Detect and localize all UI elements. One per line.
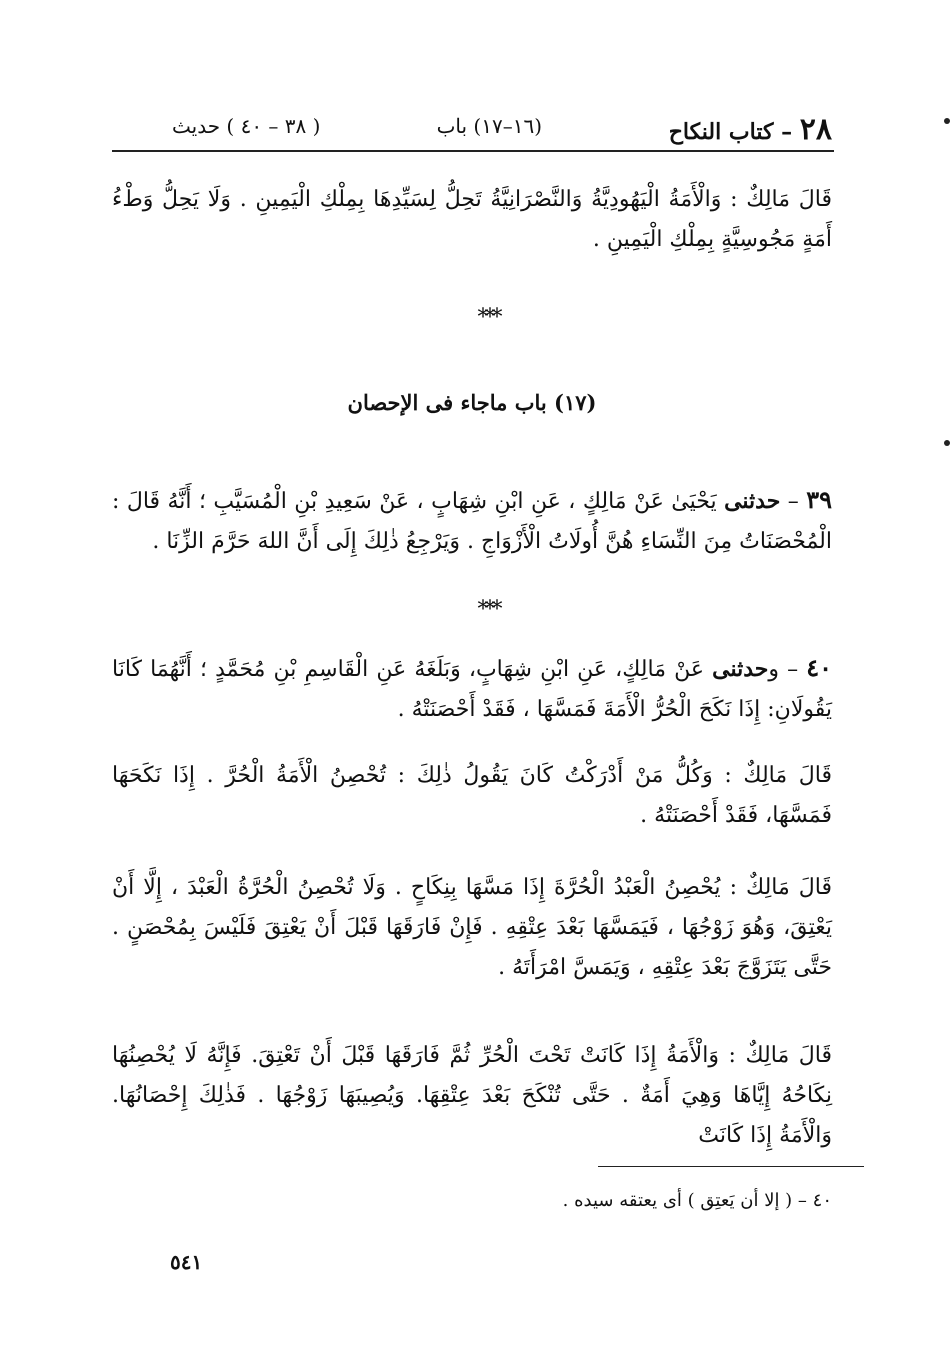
edge-mark-top	[944, 118, 950, 124]
hadith-39-text: يَحْيَىٰ عَنْ مَالِكٍ ، عَنِ ابْنِ شِهَابٍ ، عَنْ سَعِيدِ بْنِ الْمُسَيَّبِ ؛ أَنَّهُ قَالَ : الْمُحْصَنَاتُ مِنَ النِّسَاءِ هُنَّ أُولَاتُ الْأَزْوَاجِ . وَيَرْجِعُ ذٰلِكَ إِلَى أَنَّ اللهَ حَرَّمَ الزِّنَا .	[112, 489, 832, 554]
edge-mark-middle	[944, 440, 950, 446]
paragraph-malik-4: قَالَ مَالِكٌ : وَالْأَمَةُ إِذَا كَانَتْ تَحْتَ الْحُرِّ ثُمَّ فَارَقَهَا قَبْلَ أَنْ تَعْتِقَ. فَإِنَّهُ لَا يُحْصِنُهَا نِكَاحُهُ إِيَّاهَا وَهِيَ أَمَةٌ . حَتَّى تُنْكَحَ بَعْدَ عِتْقِهَا. وَيُصِيبَهَا زَوْجُهَا . فَذٰلِكَ إِحْصَانُهَا. وَالْأَمَةُ إِذَا كَانَتْ	[112, 1043, 832, 1148]
hadith-39	[112, 480, 832, 562]
running-header	[112, 112, 832, 148]
hadith-39-number: ٣٩	[806, 485, 832, 514]
hadith-40-narrator: حدثنى	[712, 656, 769, 682]
footnote: ٤٠ – ( إلا أن يَعتِق ) أى يعتقه سيده .	[562, 1190, 832, 1211]
section-separator-2: ⁎⁎⁎	[477, 590, 499, 615]
header-hadith-range: ( ٣٨ – ٤٠ ) حديث	[172, 114, 321, 138]
header-book	[669, 112, 832, 147]
page-number: ٥٤١	[170, 1250, 203, 1274]
hadith-39-dash: –	[780, 489, 807, 514]
paragraph-malik-1: قَالَ مَالِكٌ : وَالْأَمَةُ الْيَهُودِيَّةُ وَالنَّصْرَانِيَّةُ تَحِلُّ لِسَيِّدِهَا بِمِلْكِ الْيَمِينِ . وَلَا يَحِلُّ وَطْءُ أَمَةٍ مَجُوسِيَّةٍ بِمِلْكِ الْيَمِينِ .	[112, 187, 832, 252]
hadith-40-text: عَنْ مَالِكٍ، عَنِ ابْنِ شِهَابٍ، وَبَلَغَهُ عَنِ الْقَاسِمِ بْنِ مُحَمَّدٍ ؛ أَنَّهُمَا كَانَا يَقُولَانِ: إِذَا نَكَحَ الْحُرُّ الْأَمَةَ فَمَسَّهَا ، فَقَدْ أَحْصَنَتْهُ .	[112, 657, 832, 722]
hadith-40-dash: – و	[768, 657, 807, 682]
hadith-40	[112, 648, 832, 730]
footnote-rule	[598, 1166, 864, 1167]
paragraph-malik-2: قَالَ مَالِكٌ : وَكُلُّ مَنْ أَدْرَكْتُ كَانَ يَقُولُ ذٰلِكَ : تُحْصِنُ الْأَمَةُ الْحُرَّ . إِذَا نَكَحَهَا فَمَسَّهَا، فَقَدْ أَحْصَنَتْهُ .	[112, 763, 832, 828]
hadith-39-narrator: حدثنى	[724, 488, 781, 514]
chapter-title: (١٧) باب ماجاء فى الإحصان	[347, 390, 597, 415]
section-separator: ⁎⁎⁎	[477, 298, 499, 323]
paragraph-malik-3: قَالَ مَالِكٌ : يُحْصِنُ الْعَبْدُ الْحُرَّةَ إِذَا مَسَّهَا بِنِكَاحٍ . وَلَا تُحْصِنُ الْحُرَّةُ الْعَبْدَ ، إِلَّا أَنْ يَعْتِقَ، وَهُوَ زَوْجُهَا ، فَيَمَسَّهَا بَعْدَ عِتْقِهِ . فَإِنْ فَارَقَهَا قَبْلَ أَنْ يَعْتِقَ فَلَيْسَ بِمُحْصَنٍ . حَتَّى يَتَزَوَّجَ بَعْدَ عِتْقِهِ ، وَيَمَسَّ امْرَأَتَهُ .	[112, 875, 832, 980]
header-chapter-range: (١٦–١٧) باب	[436, 114, 542, 138]
header-book-title: – كتاب النكاح	[668, 119, 793, 145]
header-book-number: ٢٨	[799, 112, 832, 147]
hadith-40-number: ٤٠	[806, 653, 832, 682]
header-rule	[112, 150, 834, 152]
